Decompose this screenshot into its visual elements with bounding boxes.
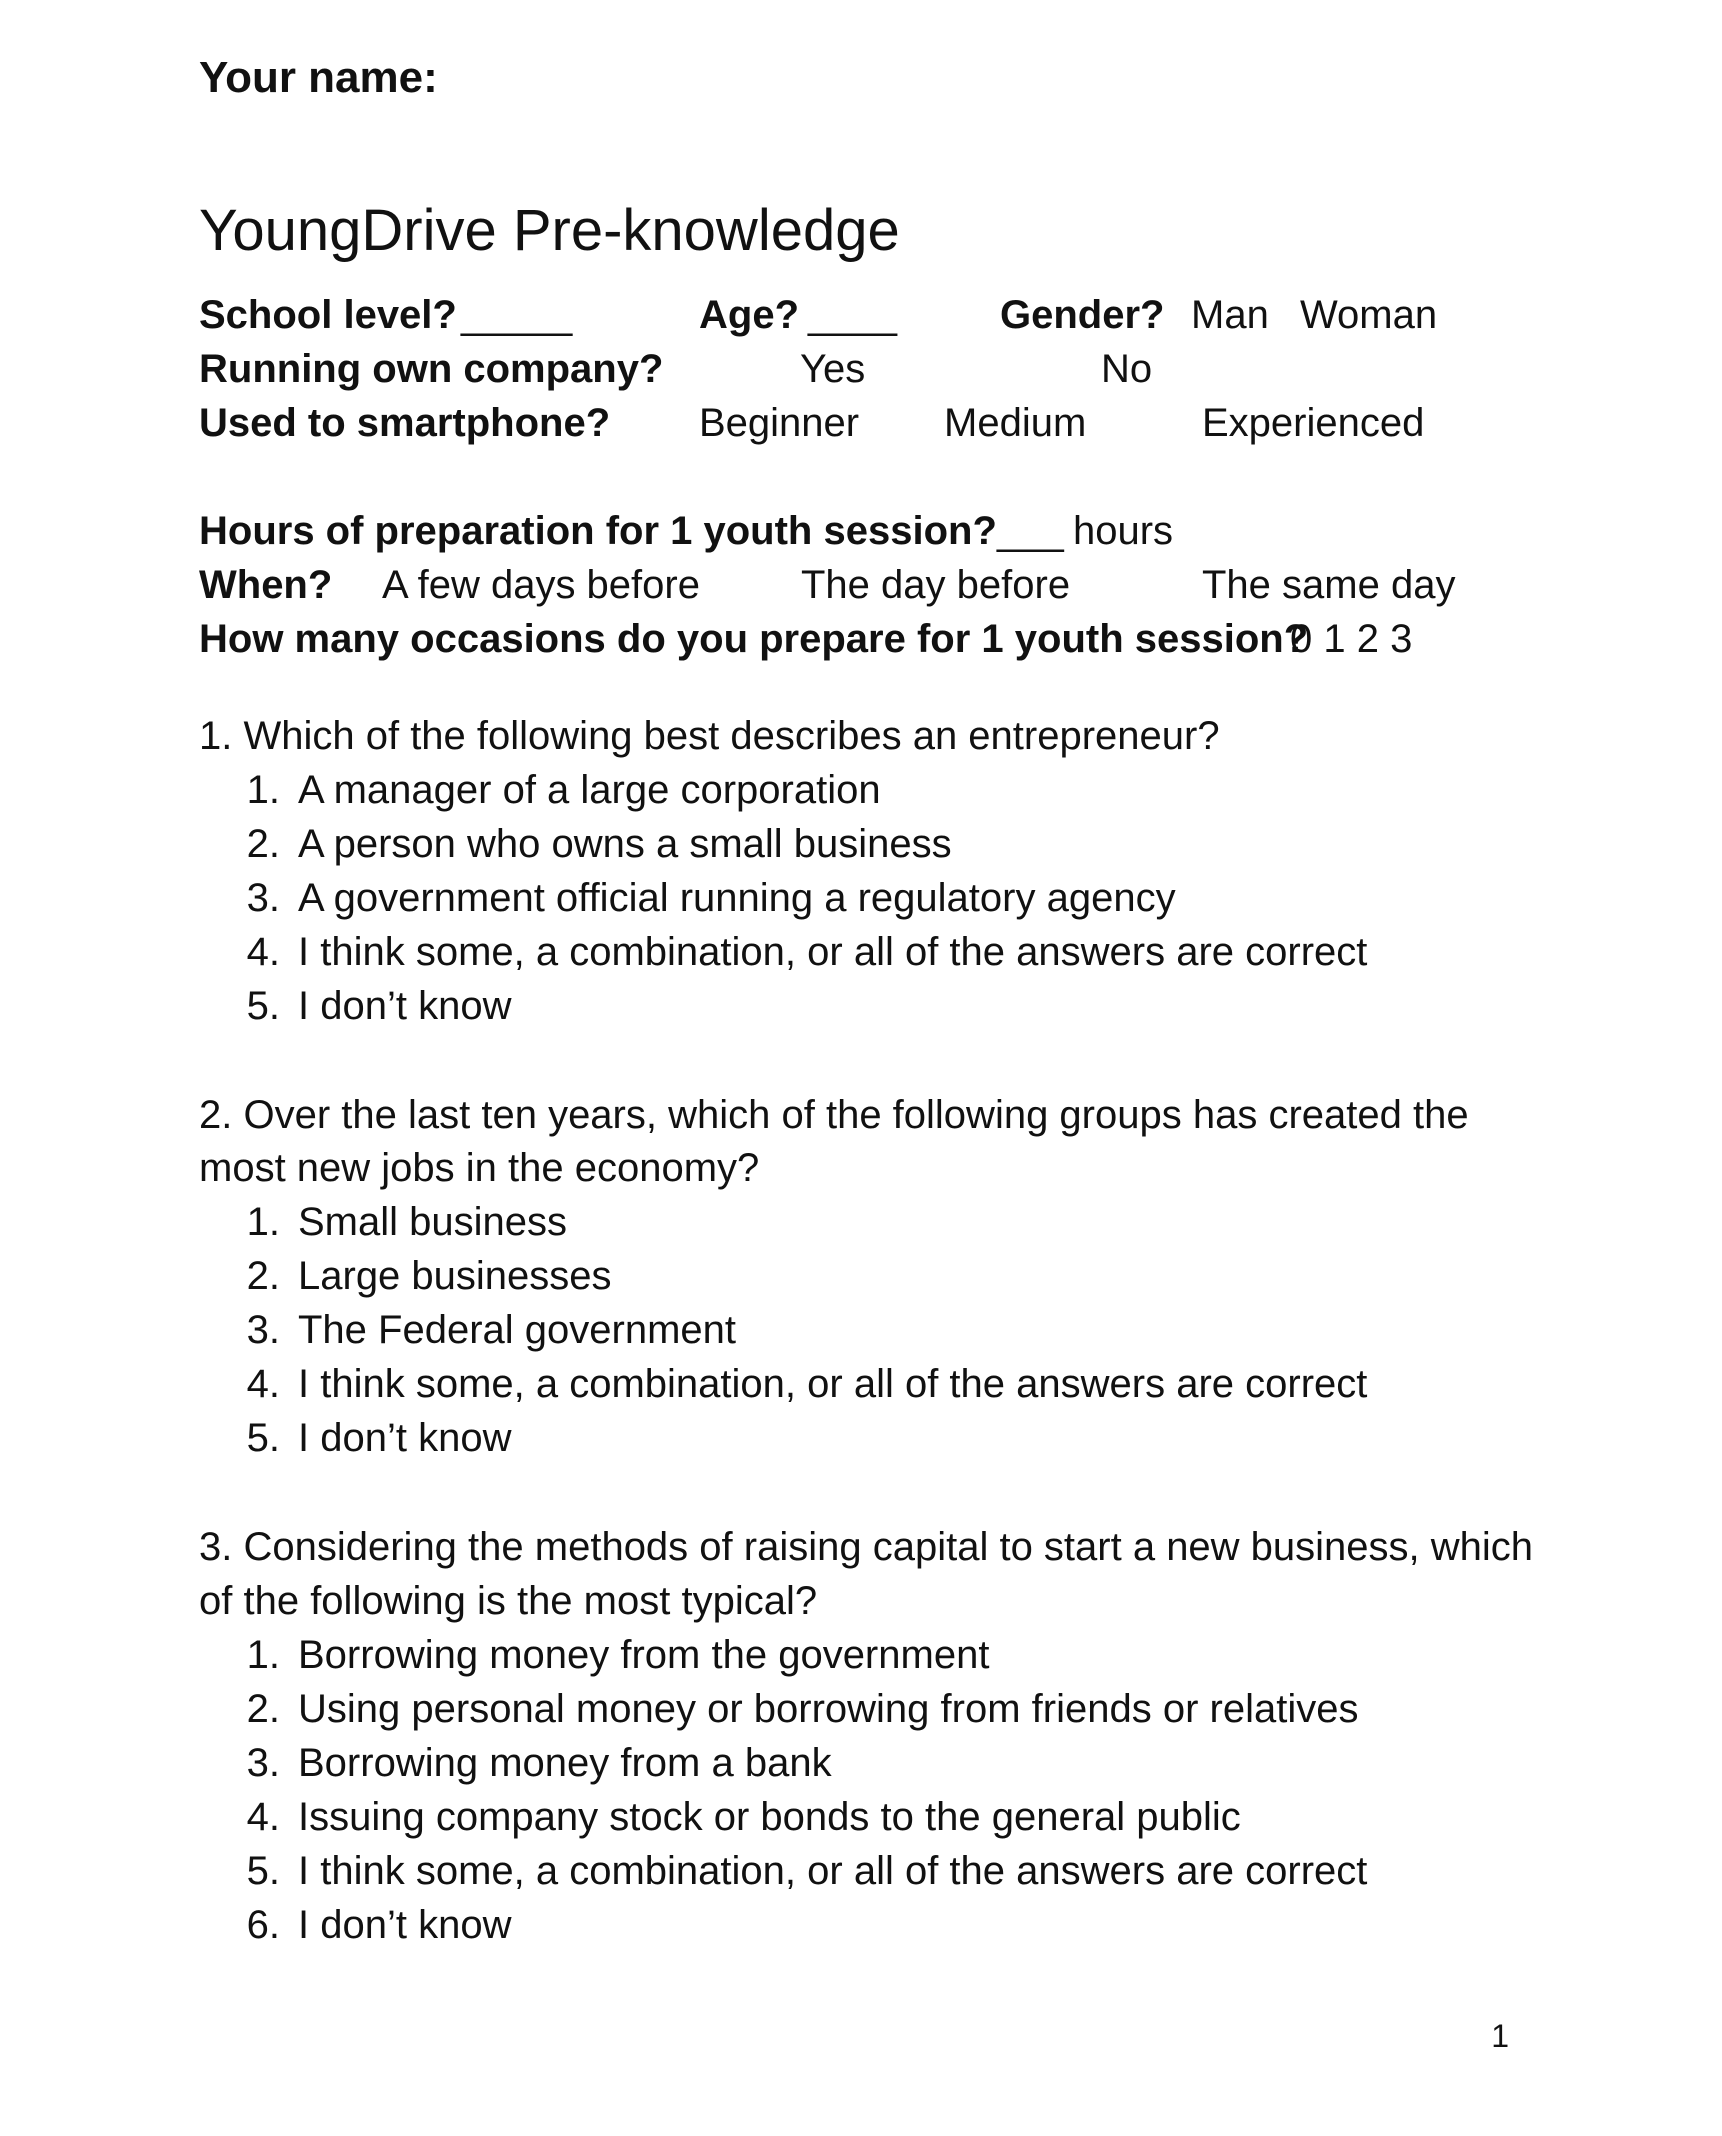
age-field[interactable]: ____ (808, 293, 897, 337)
gender-label: Gender? (1000, 293, 1165, 337)
question-text-continued: of the following is the most typical? (199, 1579, 818, 1623)
school-level-label: School level? (199, 293, 457, 337)
when-option-day-before[interactable]: The day before (801, 563, 1071, 607)
occasions-label: How many occasions do you prepare for 1 youth session? (199, 617, 1309, 661)
company-option-yes[interactable]: Yes (800, 347, 866, 391)
occasions-options[interactable]: 0 1 2 3 (1290, 617, 1413, 661)
school-level-field[interactable]: _____ (461, 293, 573, 337)
age-label: Age? (699, 293, 799, 337)
smartphone-label: Used to smartphone? (199, 401, 611, 445)
question-text: 3. Considering the methods of raising capital to start a new business, which (199, 1525, 1534, 1569)
when-option-same-day[interactable]: The same day (1202, 563, 1456, 607)
when-option-few-days[interactable]: A few days before (382, 563, 700, 607)
smartphone-option-experienced[interactable]: Experienced (1202, 401, 1425, 445)
question-text: 2. Over the last ten years, which of the following groups has created the (199, 1093, 1469, 1137)
gender-option-man[interactable]: Man (1191, 293, 1269, 337)
hours-field[interactable]: ___ (997, 509, 1064, 553)
company-label: Running own company? (199, 347, 664, 391)
name-label: Your name: (199, 53, 438, 102)
page-number: 1 (1491, 2018, 1509, 2054)
hours-label: Hours of preparation for 1 youth session? (199, 509, 997, 553)
smartphone-option-beginner[interactable]: Beginner (699, 401, 860, 445)
when-label: When? (199, 563, 333, 607)
smartphone-option-medium[interactable]: Medium (944, 401, 1087, 445)
company-option-no[interactable]: No (1101, 347, 1153, 391)
hours-unit: hours (1073, 509, 1174, 553)
gender-option-woman[interactable]: Woman (1300, 293, 1438, 337)
page-title: YoungDrive Pre-knowledge (199, 198, 900, 263)
question-text: 1. Which of the following best describes an entrepreneur? (199, 714, 1220, 758)
question-text-continued: most new jobs in the economy? (199, 1146, 760, 1190)
